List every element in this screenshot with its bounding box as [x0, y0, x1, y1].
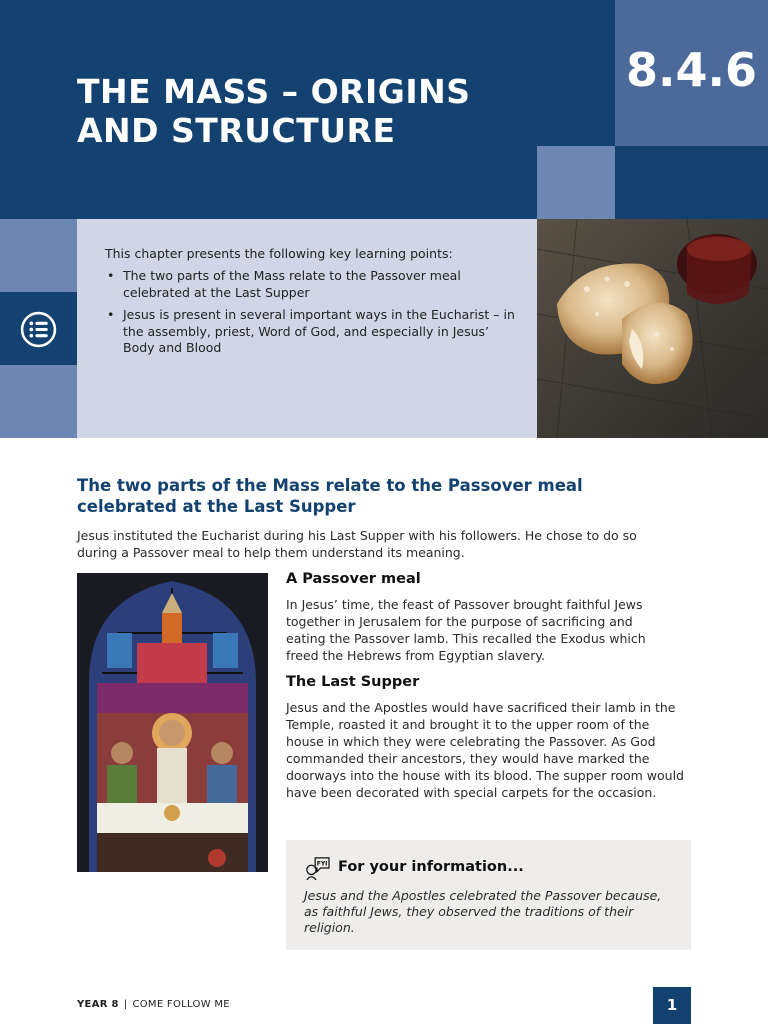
footer-separator: |: [123, 999, 128, 1010]
section-heading: The two parts of the Mass relate to the Passover meal celebrated at the Last Supper: [77, 476, 583, 516]
footer: [77, 999, 230, 1010]
section-intro: Jesus instituted the Eucharist during his Last Supper with his followers. He chose to do so during a Passover meal to help them understand its meaning.: [77, 528, 637, 560]
page-number-box: [653, 987, 691, 1024]
key-points-list: [105, 268, 515, 363]
fyi-text: Jesus and the Apostles celebrated the Passover because, as faithful Jews, they observed the traditions of their religion.: [304, 888, 662, 935]
decorative-square: [615, 146, 768, 219]
fyi-icon-text: FYI: [316, 860, 328, 868]
fyi-box: [286, 840, 691, 950]
decorative-square: [0, 219, 77, 292]
last-supper-text: Jesus and the Apostles would have sacrificed their lamb in the Temple, roasted it and brought it to the upper room of the house in which they were celebrating the Passover. As God commanded their ancestors, they would have marked the doorways into the house with its blood. The supper room would have been decorated with special carpets for the occasion.: [286, 700, 684, 800]
passover-text: In Jesus’ time, the feast of Passover brought faithful Jews together in Jerusalem for the purpose of sacrificing and eating the Passover lamb. This recalled the Exodus which freed the Hebrews from Egyptian slavery.: [286, 597, 646, 663]
last-supper-stained-glass-image: [77, 573, 268, 872]
page-number: 1: [666, 996, 678, 1014]
title-line-2: AND STRUCTURE: [77, 111, 396, 150]
fyi-title: For your information...: [338, 859, 524, 875]
bread-and-wine-photo: [537, 219, 768, 438]
title-line-1: THE MASS – ORIGINS: [77, 72, 471, 111]
key-point-item: • The two parts of the Mass relate to the Passover meal celebrated at the Last Supper: [105, 268, 515, 301]
passover-heading: A Passover meal: [286, 571, 421, 587]
chapter-number: 8.4.6: [626, 43, 757, 97]
key-points-intro: This chapter presents the following key learning points:: [105, 246, 453, 261]
key-point-item: • Jesus is present in several important ways in the Eucharist – in the assembly, priest, Word of God, and especially in Jesus’ Body and Blood: [105, 307, 515, 357]
fyi-speech-icon: [304, 856, 330, 880]
decorative-square: [0, 365, 77, 438]
footer-year: YEAR 8: [77, 999, 119, 1010]
last-supper-heading: The Last Supper: [286, 674, 420, 690]
list-icon: [20, 311, 57, 348]
decorative-square: [537, 146, 615, 219]
footer-book-title: COME FOLLOW ME: [132, 999, 230, 1010]
page-title: [77, 72, 471, 150]
